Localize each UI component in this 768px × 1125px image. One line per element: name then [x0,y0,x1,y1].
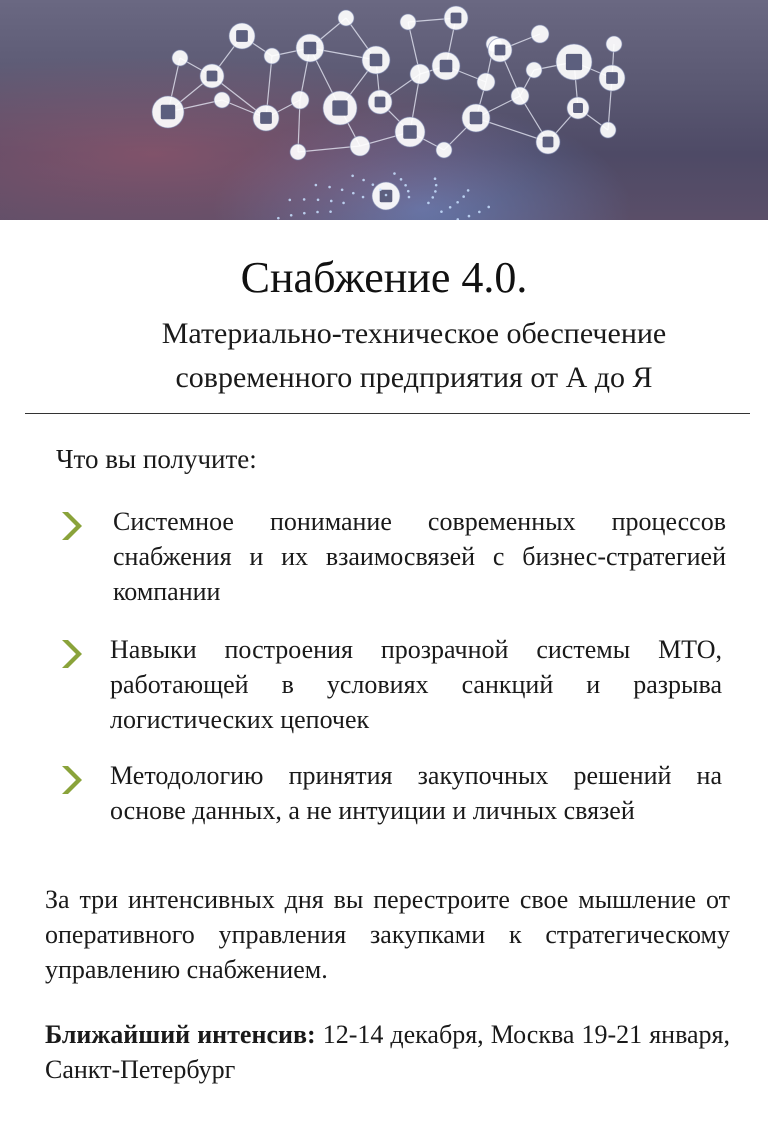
summary-paragraph: За три интенсивных дня вы перестроите свое мышление от оперативного управления закупками к стратегическому управлению снабжением. [45,885,730,984]
glow-dot [434,190,437,193]
hero-banner [0,0,768,220]
chevron-right-icon [58,636,86,672]
glow-dot [341,188,344,191]
glow-dot [277,217,280,220]
industry-glyph-icon [403,125,417,139]
network-node-icon [477,73,495,91]
industry-glyph-icon [543,137,554,148]
glow-dot [303,212,306,215]
glow-dot [434,177,437,180]
page-subtitle [60,312,768,400]
network-node-icon [172,50,188,66]
subtitle-line-2: современного предприятия от А до Я [175,361,653,394]
schedule-paragraph [45,1017,730,1087]
network-node-icon [511,87,529,105]
network-node-icon [410,64,430,84]
industry-glyph-icon [370,54,383,67]
glow-dot [342,202,345,205]
glow-dot [449,206,452,209]
glow-dot [400,178,403,181]
divider [25,413,750,414]
glow-dot [440,210,443,213]
glow-dot [330,200,333,203]
glow-dot [478,211,481,214]
glow-dot [456,201,459,204]
schedule-label: Ближайший интенсив: [45,1020,316,1049]
glow-dot [393,172,396,175]
network-node-icon [606,36,622,52]
glow-dot [468,215,471,218]
glow-dot [372,183,375,186]
glow-dot [316,211,319,214]
network-node-icon [350,136,370,156]
network-node-icon [214,92,230,108]
industry-glyph-icon [606,72,618,84]
glow-dot [407,190,410,193]
network-icons-illustration [0,0,768,220]
glow-dot [362,179,365,182]
industry-glyph-icon [161,105,175,119]
glow-dot [408,196,411,199]
network-node-icon [400,14,416,30]
glow-dot [467,189,470,192]
network-node-icon [291,91,309,109]
benefit-text: Навыки построения прозрачной системы МТО, работающей в условиях санкций и разрыва логистических цепочек [110,635,722,734]
industry-glyph-icon [566,54,582,70]
chevron-right-icon [58,762,86,798]
network-node-icon [338,10,354,26]
industry-glyph-icon [573,103,583,113]
glow-dot [351,174,354,177]
glow-dot [315,184,318,187]
network-node-icon [264,48,280,64]
benefit-text: Системное понимание современных процессов снабжения и их взаимосвязей с бизнес-стратегией компании [113,507,726,606]
glow-dot [385,194,388,197]
network-node-icon [600,122,616,138]
network-node-icon [526,62,542,78]
industry-glyph-icon [207,71,218,82]
chevron-right-icon [58,508,86,544]
industry-glyph-icon [495,45,506,56]
glow-dot [379,188,382,191]
glow-dot [427,202,430,205]
glow-dot [435,184,438,187]
network-node-icon [290,144,306,160]
glow-dot [487,206,490,209]
industry-glyph-icon [470,112,483,125]
industry-glyph-icon [375,97,386,108]
industry-glyph-icon [260,112,272,124]
industry-glyph-icon [304,42,317,55]
glow-dot [462,195,465,198]
glow-dot [352,192,355,195]
industry-glyph-icon [236,30,248,42]
industry-glyph-icon [451,13,462,24]
network-node-icon [436,142,452,158]
glow-dot [362,196,365,199]
glow-dot [404,184,407,187]
glow-dot [317,198,320,201]
glow-dot [290,214,293,217]
benefit-text: Методологию принятия закупочных решений на основе данных, а не интуиции и личных связей [110,761,722,825]
glow-dot [431,196,434,199]
industry-glyph-icon [440,60,453,73]
subtitle-line-1: Материально-техническое обеспечение [161,317,667,350]
glow-dot [456,218,459,220]
glow-dot [328,186,331,189]
industry-glyph-icon [332,100,347,115]
network-node-icon [531,25,549,43]
glow-dot [288,199,291,202]
page-title: Снабжение 4.0. [240,253,528,302]
glow-dot [329,210,332,213]
glow-dot [303,198,306,201]
benefits-heading: Что вы получите: [56,444,257,474]
schedule-details: 12-14 декабря, Москва 19-21 января, Санкт-Петербург [45,1020,730,1084]
